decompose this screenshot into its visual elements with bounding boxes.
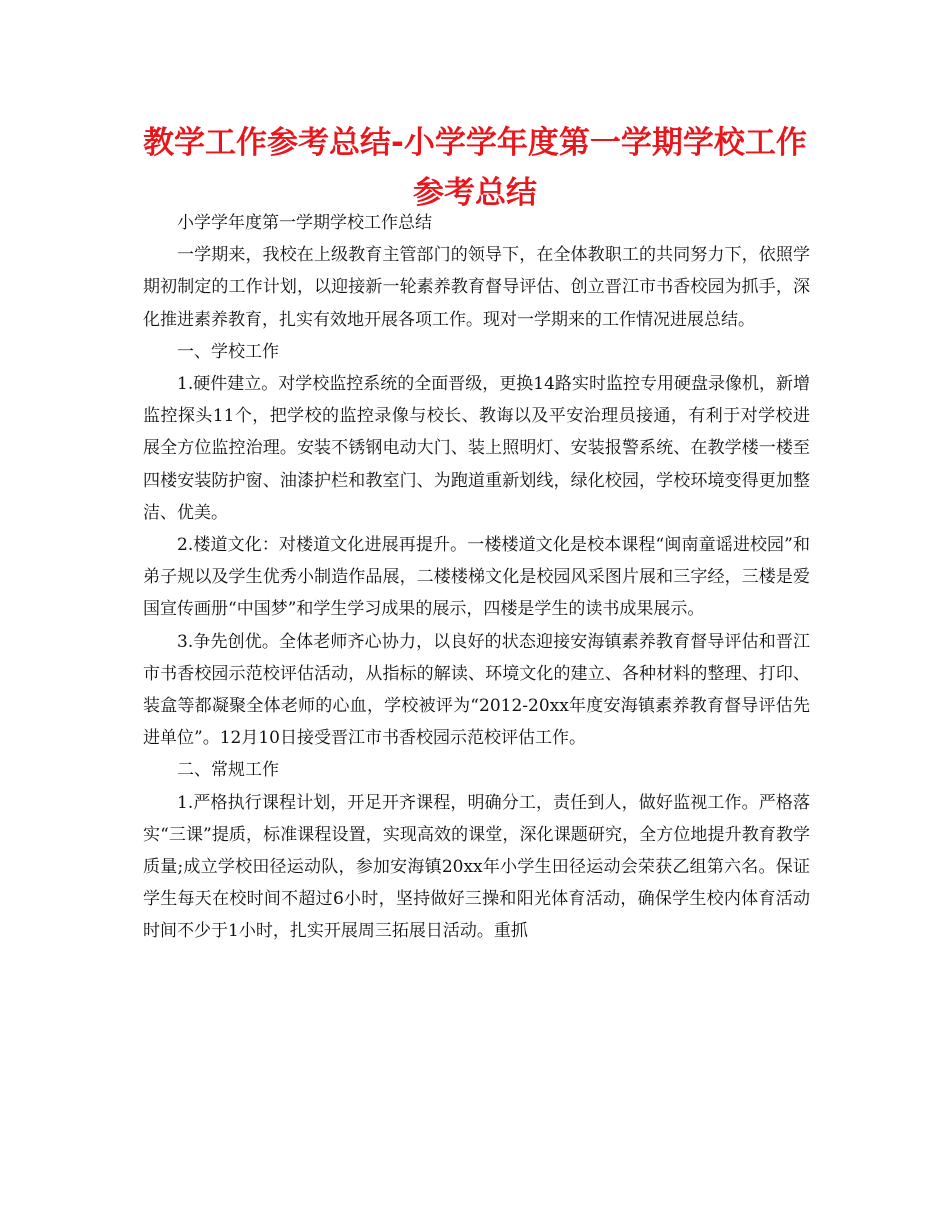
paragraph-intro: 一学期来，我校在上级教育主管部门的领导下，在全体教职工的共同努力下，依照学期初制定的工作计划，以迎接新一轮素养教育督导评估、创立晋江市书香校园为抓手，深化推进素养教育，扎实有效地开展各项工作。现对一学期来的工作情况进展总结。 (143, 245, 810, 330)
paragraph-subtitle: 小学学年度第一学期学校工作总结 (177, 213, 432, 233)
paragraph-hardware: 1.硬件建立。对学校监控系统的全面晋级，更换14路实时监控专用硬盘录像机，新增监控探头11个，把学校的监控录像与校长、教诲以及平安治理员接通，有利于对学校进展全方位监控治理。安装不锈钢电动大门、装上照明灯、安装报警系统、在教学楼一楼至四楼安装防护窗、油漆护栏和教室门、为跑道重新划线，绿化校园，学校环境变得更加整洁、优美。 (143, 374, 810, 523)
paragraph-corridor-culture: 2.楼道文化：对楼道文化进展再提升。一楼楼道文化是校本课程“闽南童谣进校园”和弟子规以及学生优秀小制造作品展，二楼楼梯文化是校园风采图片展和三字经，三楼是爱国宣传画册“中国梦”和学生学习成果的展示，四楼是学生的读书成果展示。 (143, 535, 810, 620)
paragraph-excellence: 3.争先创优。全体老师齐心协力，以良好的状态迎接安海镇素养教育督导评估和晋江市书香校园示范校评估活动，从指标的解读、环境文化的建立、各种材料的整理、打印、装盒等都凝聚全体老师的心血，学校被评为“2012-20xx年度安海镇素养教育督导评估先进单位”。12月10日接受晋江市书香校园示范校评估工作。 (143, 631, 810, 749)
section-heading-routine-work: 二、常规工作 (177, 760, 279, 781)
document-title: 教学工作参考总结-小学学年度第一学期学校工作参考总结 (143, 125, 807, 211)
paragraph-curriculum: 1.严格执行课程计划，开足开齐课程，明确分工，责任到人，做好监视工作。严格落实“三课”提质，标准课程设置，实现高效的课堂，深化课题研究，全方位地提升教育教学质量;成立学校田径运动队，参加安海镇20xx年小学生田径运动会荣获乙组第六名。保证学生每天在校时间不超过6小时，坚持做好三操和阳光体育活动，确保学生校内体育活动时间不少于1小时，扎实开展周三拓展日活动。重抓 (143, 792, 810, 942)
document-body (143, 207, 810, 948)
section-heading-school-work: 一、学校工作 (177, 341, 279, 362)
